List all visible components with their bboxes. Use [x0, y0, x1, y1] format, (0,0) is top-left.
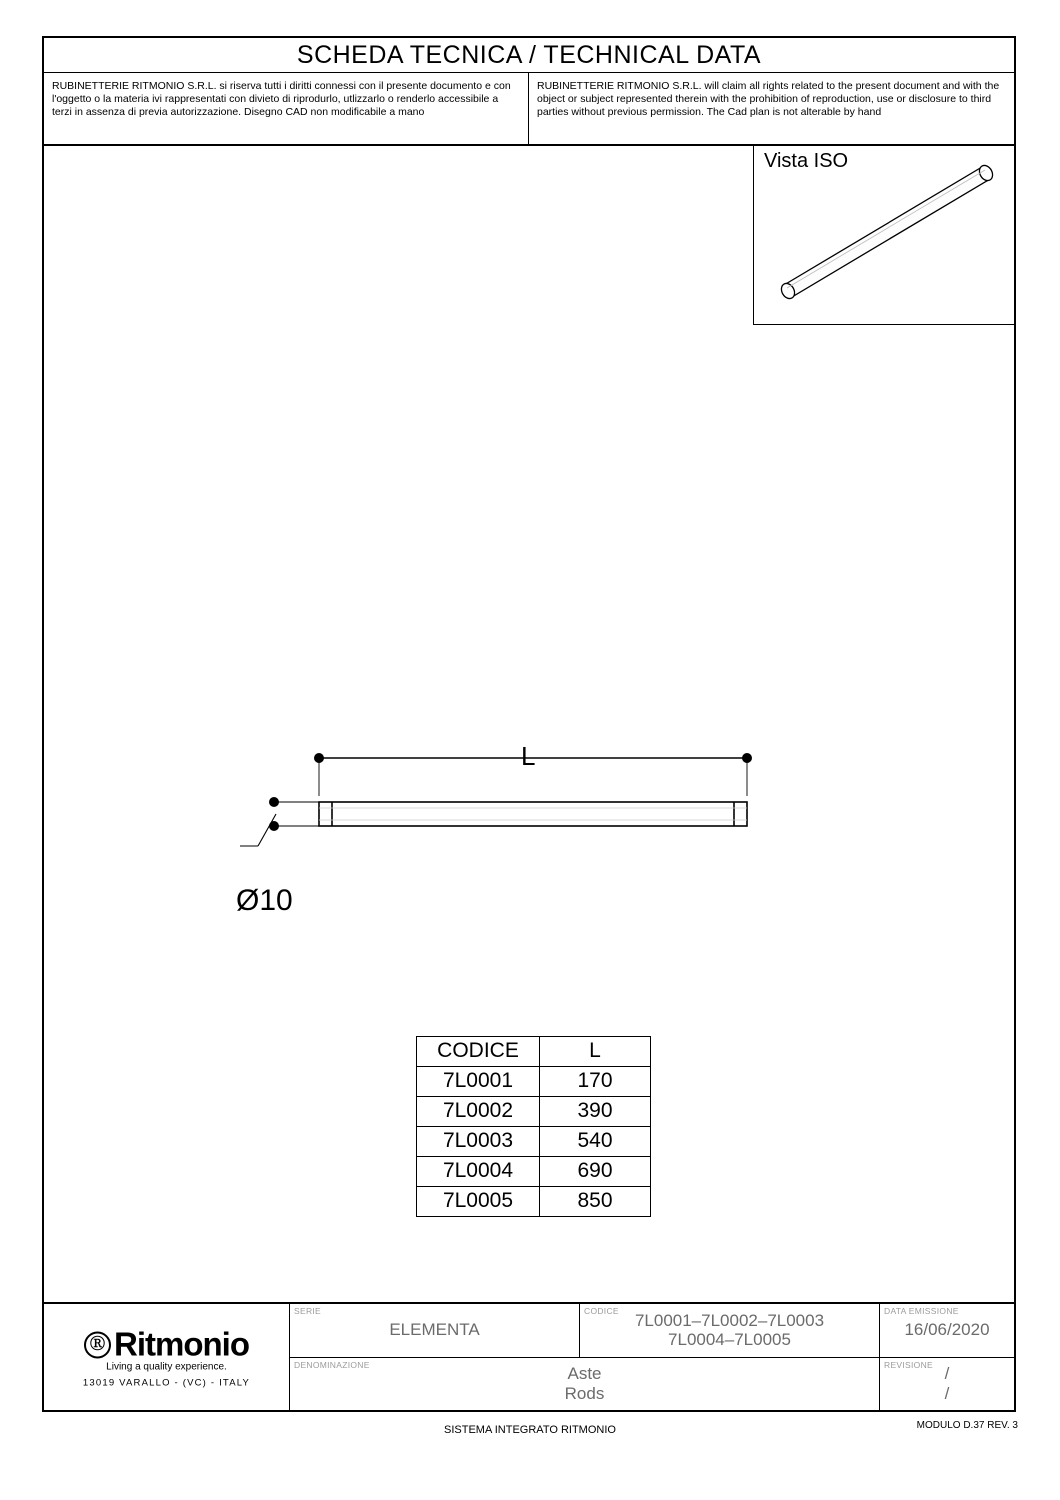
- table-header-row: [417, 1037, 651, 1067]
- legal-notice-row: [44, 73, 1014, 146]
- footer-center-text: SISTEMA INTEGRATO RITMONIO: [444, 1424, 616, 1436]
- legal-notice-english: RUBINETTERIE RITMONIO S.R.L. will claim all rights related to the present document and with the object or subject represented therein with the prohibition of reproduction, use or disclosure to third parties without previous permission. The Cad plan is not alterable by hand: [537, 80, 1000, 118]
- iso-view-label: Vista ISO: [764, 150, 849, 172]
- table-row: [417, 1157, 651, 1187]
- cell-code: 7L0001: [417, 1067, 540, 1097]
- title-block-row-top: [290, 1304, 1014, 1358]
- title-block-fields: [290, 1304, 1014, 1410]
- codes-table: [416, 1036, 651, 1217]
- table-row: [417, 1127, 651, 1157]
- cell-length: 850: [540, 1187, 651, 1217]
- field-data-value: 16/06/2020: [904, 1320, 990, 1340]
- field-codice-value-line1: 7L0001–7L0002–7L0003: [634, 1310, 825, 1330]
- field-revisione: [880, 1358, 1014, 1411]
- title-block-row-bottom: [290, 1358, 1014, 1411]
- page-title: SCHEDA TECNICA / TECHNICAL DATA: [296, 40, 762, 69]
- cell-length: 690: [540, 1157, 651, 1187]
- dimension-diameter-label: Ø10: [236, 884, 293, 917]
- table-row: [417, 1067, 651, 1097]
- field-serie-caption: SERIE: [294, 1306, 322, 1316]
- cell-code: 7L0003: [417, 1127, 540, 1157]
- field-data-caption: DATA EMISSIONE: [884, 1306, 959, 1316]
- field-denominazione-english: Rods: [564, 1383, 605, 1403]
- legal-notice-italian: RUBINETTERIE RITMONIO S.R.L. si riserva tutti i diritti connessi con il presente documento e con l'oggetto o la materia ivi rappresentati con divieto di riprodurlo, utlizzarlo o renderlo accessibile a terzi in assenza di previa autorizzazione. Disegno CAD non modificabile a mano: [44, 73, 529, 144]
- column-header-codice: CODICE: [417, 1037, 540, 1067]
- company-logo-cell: [44, 1304, 290, 1410]
- field-denominazione-caption: DENOMINAZIONE: [294, 1359, 370, 1370]
- field-denominazione: [290, 1358, 880, 1411]
- sheet-title-bar: [44, 38, 1014, 73]
- drawing-area: [44, 146, 1014, 1276]
- field-revisione-value-bottom: /: [944, 1383, 950, 1403]
- field-serie-value: ELEMENTA: [389, 1320, 480, 1340]
- field-codice-value-line2: 7L0004–7L0005: [668, 1330, 791, 1350]
- table-row: [417, 1187, 651, 1217]
- field-data-emissione: [880, 1304, 1014, 1357]
- title-block: [44, 1302, 1014, 1410]
- cell-length: 170: [540, 1067, 651, 1097]
- footer-module-reference: MODULO D.37 REV. 3: [916, 1420, 1018, 1431]
- company-name: Ritmonio: [114, 1325, 249, 1363]
- dimension-length-label: L: [521, 741, 536, 771]
- field-denominazione-italian: Aste: [567, 1364, 602, 1384]
- company-address: 13019 VARALLO - (VC) - ITALY: [82, 1377, 251, 1389]
- ritmonio-registered-icon: Ⓡ: [84, 1331, 111, 1358]
- technical-data-sheet: [42, 36, 1016, 1412]
- field-codice: [580, 1304, 880, 1357]
- cell-length: 390: [540, 1097, 651, 1127]
- company-tagline: Living a quality experience.: [106, 1361, 227, 1373]
- cell-length: 540: [540, 1127, 651, 1157]
- table-row: [417, 1097, 651, 1127]
- iso-rod-illustration: [754, 145, 1016, 325]
- cell-code: 7L0002: [417, 1097, 540, 1127]
- column-header-length: L: [540, 1037, 651, 1067]
- cell-code: 7L0004: [417, 1157, 540, 1187]
- cell-code: 7L0005: [417, 1187, 540, 1217]
- field-serie: [290, 1304, 580, 1357]
- iso-view-box: [753, 145, 1015, 325]
- field-revisione-caption: REVISIONE: [884, 1359, 933, 1370]
- field-revisione-value-top: /: [944, 1364, 950, 1384]
- field-codice-caption: CODICE: [584, 1306, 619, 1316]
